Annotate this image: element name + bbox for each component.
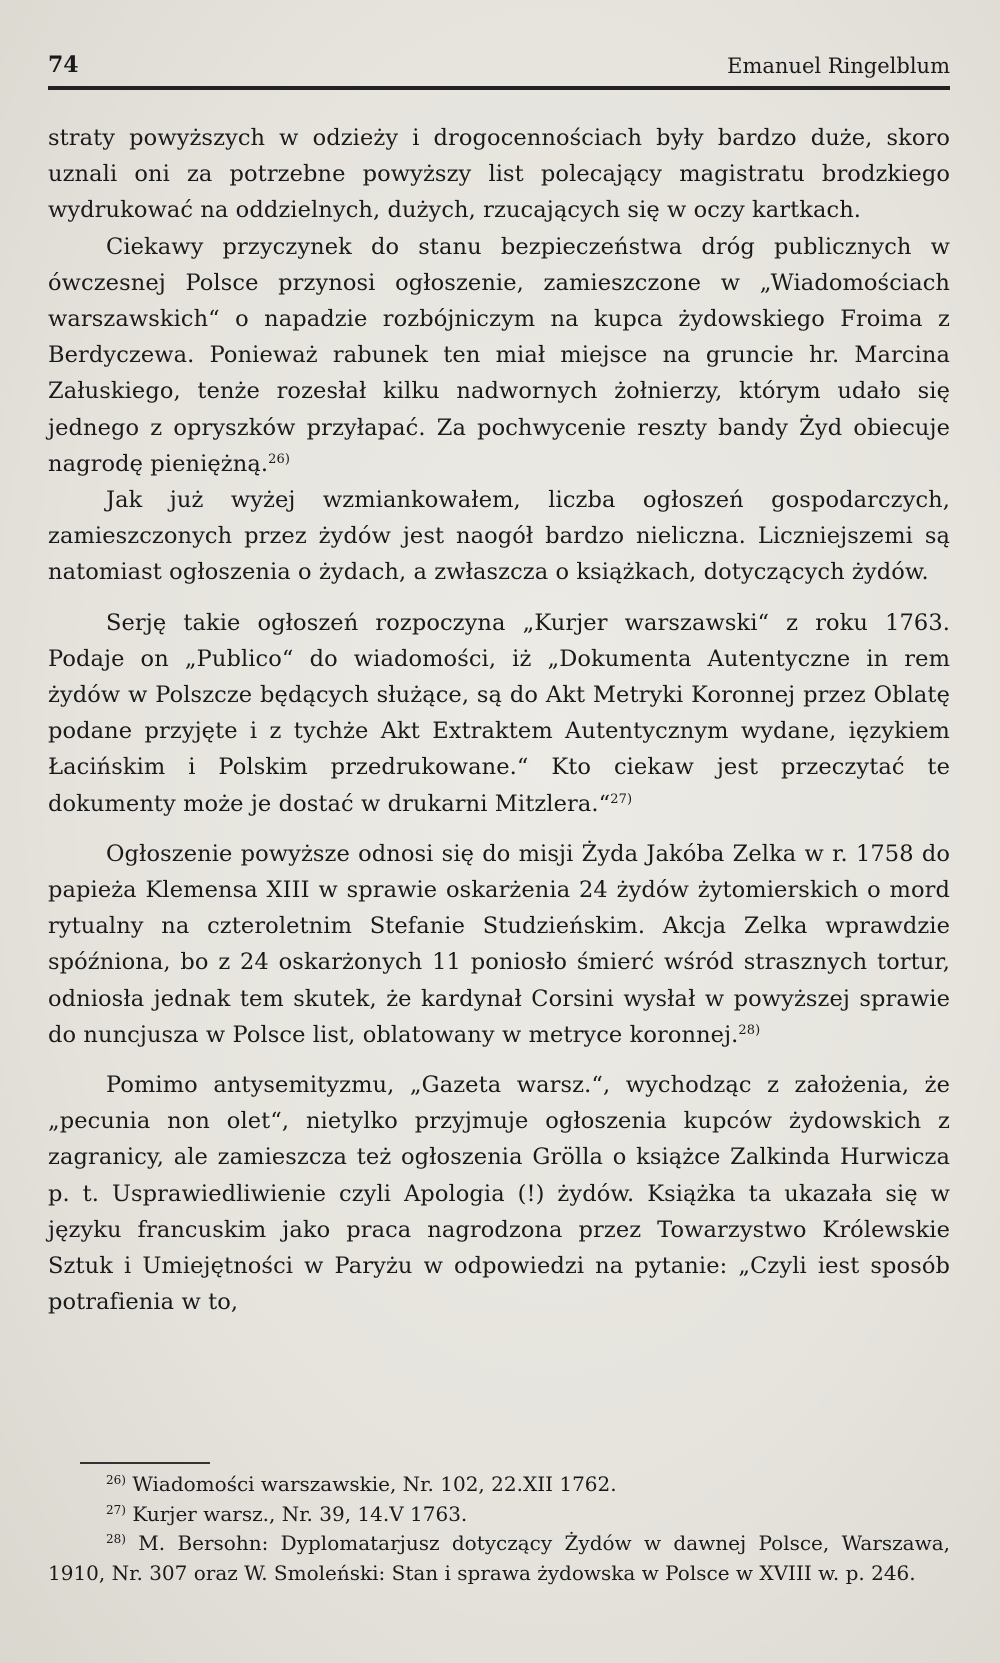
footnotes (48, 1470, 950, 1588)
footnote: $^{26)}$ Wiadomości warszawskie, Nr. 102, 22.XII 1762. (106, 1472, 617, 1496)
footnote-divider (80, 1462, 210, 1464)
footnote: $^{28)}$ M. Bersohn: Dyplomatarjusz dotyczący Żydów w dawnej Polsce, Warszawa, 1910, Nr. 307 oraz W. Smoleński: Stan i sprawa żydowska w Polsce w XVIII w. p. 246. (48, 1531, 951, 1585)
body-text (48, 120, 950, 1321)
footnote-number: 27) (106, 1502, 126, 1517)
page-number: 74 (48, 52, 79, 78)
paragraph: Pomimo antysemityzmu, „Gazeta warsz.“, wychodząc z założenia, że „pecunia non olet“, nietylko przyjmuje ogłoszenia kupców żydowskich z zagranicy, ale zamieszcza też ogłoszenia Grölla o książce Zalkinda Hurwicza p. t. Usprawiedliwienie czyli Apologia (!) żydów. Książka ta ukazała się w języku francuskim jako praca nagrodzona przez Towarzystwo Królewskie Sztuk i Umiejętności w Paryżu w odpowiedzi na pytanie: „Czyli iest sposób potrafienia w to, (48, 1072, 950, 1316)
paragraph: Ciekawy przyczynek do stanu bezpieczeństwa dróg publicznych w ówczesnej Polsce przynosi ogłoszenie, zamieszczone w „Wiadomościach warszawskich“ o napadzie rozbójniczym na kupca żydowskiego Froima z Berdyczewa. Ponieważ rabunek ten miał miejsce na gruncie hr. Marcina Załuskiego, tenże rozesłał kilku nadwornych żołnierzy, którym udało się jednego z opryszków przyłapać. Za pochwycenie reszty bandy Żyd obiecuje nagrodę pieniężną.$^{26)}$ (48, 233, 950, 477)
footnote-number: 26) (106, 1473, 126, 1487)
paragraph: straty powyższych w odzieży i drogocennościach były bardzo duże, skoro uznali oni za potrzebne powyższy list polecający magistratu brodzkiego wydrukować na oddzielnych, dużych, rzucających się w oczy kartkach. (48, 125, 950, 224)
page-header (48, 52, 950, 90)
footnote-ref: 28) (738, 1022, 761, 1038)
running-head: Emanuel Ringelblum (727, 54, 950, 78)
paragraph: Jak już wyżej wzmiankowałem, liczba ogłoszeń gospodarczych, zamieszczonych przez żydów jest naogół bardzo nieliczna. Liczniejszemi są natomiast ogłoszenia o żydach, a zwłaszcza o książkach, dotyczących żydów. (48, 487, 950, 586)
footnote-ref: 26) (268, 451, 291, 467)
footnote-number: 28) (106, 1532, 126, 1546)
footnote: $^{27)}$ Kurjer warsz., Nr. 39, 14.V 1763. (106, 1501, 468, 1526)
paragraph: Serję takie ogłoszeń rozpoczyna „Kurjer warszawski“ z roku 1763. Podaje on „Publico“ do wiadomości, iż „Dokumenta Autentyczne in rem żydów w Polszcze będących służące, są do Akt Metryki Koronnej przez Oblatę podane przyjęte i z tychże Akt Extraktem Autentycznym wydane, ięzykiem Łacińskim i Polskim przedrukowane.“ Kto ciekaw jest przeczytać te dokumenty może je dostać w drukarni Mitzlera.“$^{27)}$ (48, 609, 950, 817)
paragraph: Ogłoszenie powyższe odnosi się do misji Żyda Jakóba Zelka w r. 1758 do papieża Klemensa XIII w sprawie oskarżenia 24 żydów żytomierskich o mord rytualny na czteroletnim Stefanie Studzieńskim. Akcja Zelka wprawdzie spóźniona, bo z 24 oskarżonych 11 poniosło śmierć wśród strasznych tortur, odniosła jednak tem skutek, że kardynał Corsini wysłał w powyższej sprawie do nuncjusza w Polsce list, oblatowany w metryce koronnej.$^{28)}$ (48, 840, 950, 1048)
footnote-ref: 27) (610, 791, 633, 807)
